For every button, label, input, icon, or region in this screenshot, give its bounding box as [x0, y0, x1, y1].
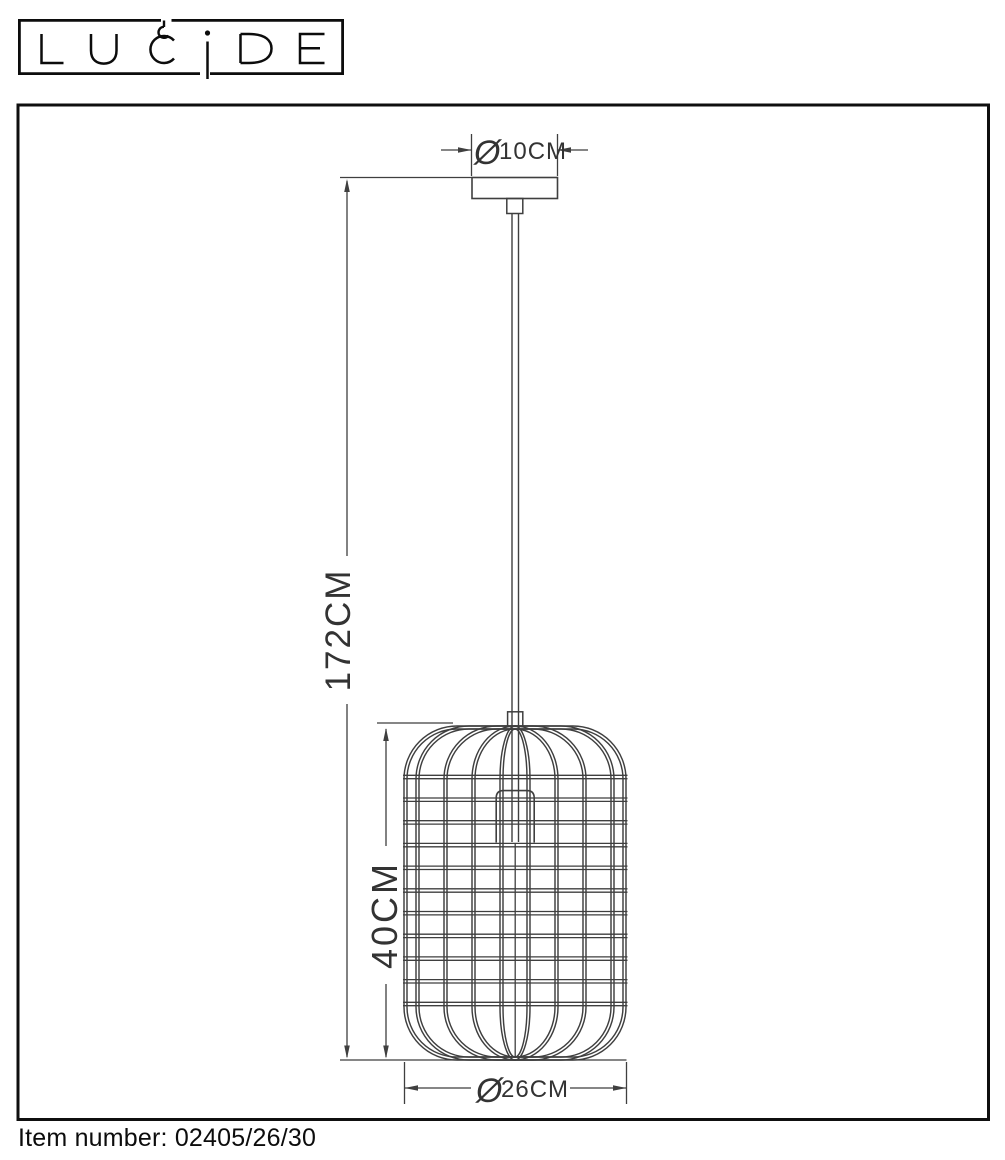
shade-diameter-label: 26CM	[501, 1076, 570, 1103]
canopy-diameter-symbol: Ø	[474, 134, 501, 172]
shade-height-label: 40CM	[364, 860, 405, 970]
ceiling-canopy	[472, 178, 558, 214]
dimension-shade-diameter	[405, 1062, 627, 1110]
cage-collar	[508, 712, 523, 727]
suspension-cable	[512, 214, 519, 843]
total-height-label: 172CM	[319, 568, 358, 692]
dimension-canopy-diameter	[441, 134, 588, 176]
item-number: Item number: 02405/26/30	[18, 1124, 317, 1152]
cable-connector	[507, 199, 523, 214]
dimension-shade-height	[364, 723, 453, 1059]
pendant-lamp	[403, 178, 628, 1061]
canopy-diameter-label: 10CM	[499, 138, 568, 165]
shade-diameter-symbol: Ø	[476, 1072, 503, 1110]
